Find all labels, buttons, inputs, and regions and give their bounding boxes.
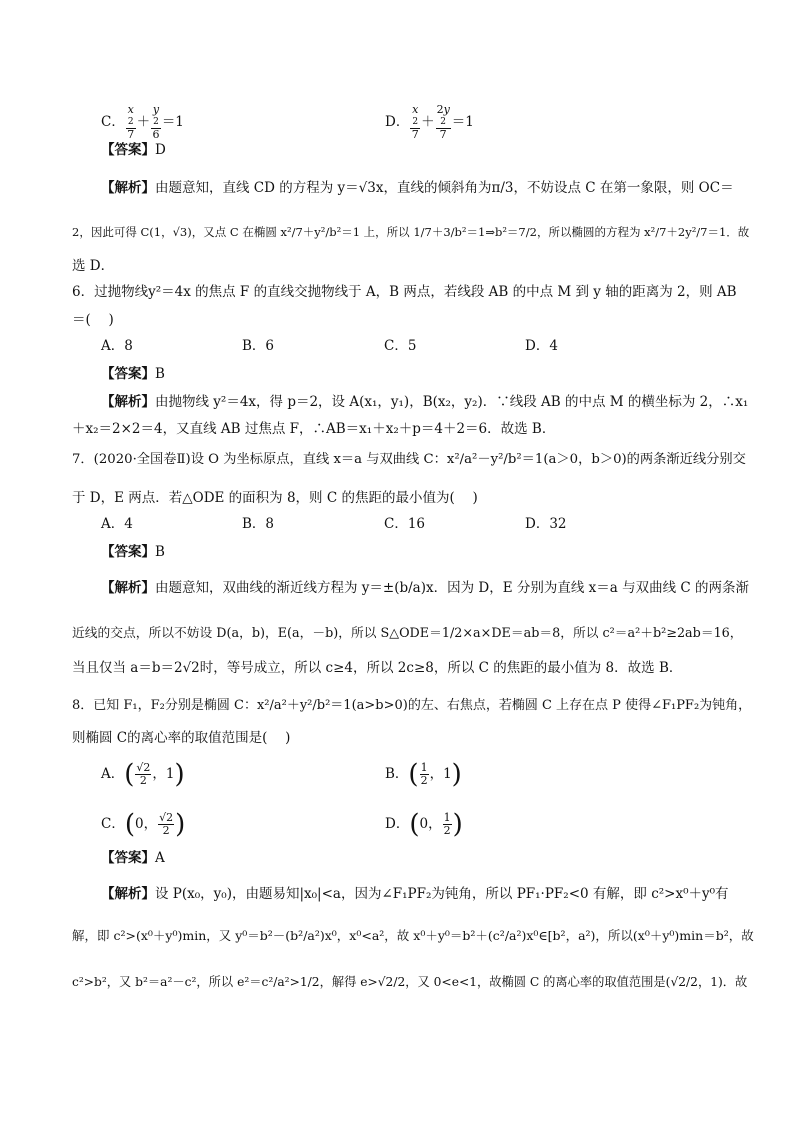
q7-option-a: A．4 (101, 516, 133, 532)
q8-option-c: C．(0， $\frac{√2}{2}$ ) (101, 809, 186, 840)
q7-analysis-line-1: 【解析】由题意知，双曲线的渐近线方程为 y＝±(b/a)x．因为 D，E 分别为直线 x＝a 与双曲线 C 的两条渐 (101, 580, 750, 596)
q7-analysis-line-2: 近线的交点，所以不妨设 D(a，b)，E(a，－b)，所以 S△ODE＝1/2×a×DE＝ab＝8，所以 c²＝a²＋b²≥2ab＝16， (72, 626, 743, 641)
q8-option-b: B．( $\frac{1}{2}$ ，1) (385, 759, 462, 790)
q6-answer: 【答案】B (101, 366, 165, 382)
q6-stem-line-1: 6．过抛物线y²＝4x 的焦点 F 的直线交抛物线于 A，B 两点，若线段 AB 的中点 M 到 y 轴的距离为 2，则 AB (72, 284, 737, 300)
q7-option-d: D．32 (525, 516, 567, 532)
q6-option-b: B．6 (242, 338, 275, 354)
q7-answer: 【答案】B (101, 544, 165, 560)
q6-option-a: A．8 (101, 338, 133, 354)
q8-stem-line-2: 则椭圆 C的离心率的取值范围是( ) (72, 730, 291, 746)
q6-option-c: C．5 (384, 338, 417, 354)
q7-analysis-line-3: 当且仅当 a＝b＝2√2时，等号成立，所以 c≥4，所以 2c≥8，所以 C 的焦距的最小值为 8．故选 B． (72, 660, 683, 676)
q8-analysis-line-1: 【解析】设 P(x₀，y₀)，由题易知|x₀|<a，因为∠F₁PF₂为钝角，所以 PF₁·PF₂<0 有解，即 c²>x⁰＋y⁰有 (101, 886, 729, 902)
q6-analysis-line-2: ＋x₂＝2×2＝4，又直线 AB 过焦点 F，∴AB＝x₁＋x₂＋p＝4＋2＝6．故选 B． (72, 421, 556, 437)
q5-analysis-line-1: 【解析】由题意知，直线 CD 的方程为 y＝√3x，直线的倾斜角为π/3，不妨设点 C 在第一象限，则 OC＝ (101, 180, 734, 196)
q5-option-c: C． x 2 7 ＋ y 2 6 ＝1 (101, 103, 184, 141)
q7-option-c: C．16 (384, 516, 426, 532)
q5-option-d: D． x 2 7 ＋ 2y 2 7 ＝1 (385, 103, 474, 141)
q7-stem-line-1: 7．(2020·全国卷Ⅱ)设 O 为坐标原点，直线 x＝a 与双曲线 C：x²/a²－y²/b²＝1(a＞0，b＞0)的两条渐近线分别交 (72, 452, 746, 467)
q5-analysis-line-2: 2，因此可得 C(1，√3)，又点 C 在椭圆 x²/7＋y²/b²＝1 上，所以 1/7＋3/b²＝1⇒b²＝7/2，所以椭圆的方程为 x²/7＋2y²/7＝1．故 (72, 225, 750, 239)
q8-analysis-line-2: 解，即 c²>(x⁰＋y⁰)min，又 y⁰＝b²－(b²/a²)x⁰，x⁰<a²，故 x⁰＋y⁰＝b²＋(c²/a²)x⁰∈[b²，a²)，所以(x⁰＋y⁰)min＝b²，故 (72, 928, 754, 943)
q8-answer: 【答案】A (101, 850, 165, 866)
q5-answer: 【答案】D (101, 142, 166, 158)
q8-analysis-line-3: c²>b²，又 b²＝a²－c²，所以 e²＝c²/a²>1/2，解得 e>√2/2，又 0<e<1，故椭圆 C 的离心率的取值范围是(√2/2，1)．故 (72, 975, 748, 989)
q8-option-d: D．(0， $\frac{1}{2}$ ) (385, 809, 463, 840)
q6-option-d: D．4 (525, 338, 558, 354)
q7-option-b: B．8 (242, 516, 275, 532)
q7-stem-line-2: 于 D，E 两点．若△ODE 的面积为 8，则 C 的焦距的最小值为( ) (72, 490, 478, 506)
q6-stem-line-2: ＝( ) (72, 312, 114, 328)
q8-stem-line-1: 8．已知 F₁，F₂分别是椭圆 C：x²/a²＋y²/b²＝1(a>b>0)的左、右焦点，若椭圆 C 上存在点 P 使得∠F₁PF₂为钝角， (72, 698, 752, 713)
q8-option-a: A．( $\frac{√2}{2}$ ，1) (101, 759, 185, 790)
q6-analysis-line-1: 【解析】由抛物线 y²＝4x，得 p＝2，设 A(x₁，y₁)，B(x₂，y₂)．∵线段 AB 的中点 M 的横坐标为 2，∴x₁ (101, 394, 749, 410)
q5-analysis-line-3: 选 D． (72, 258, 115, 274)
